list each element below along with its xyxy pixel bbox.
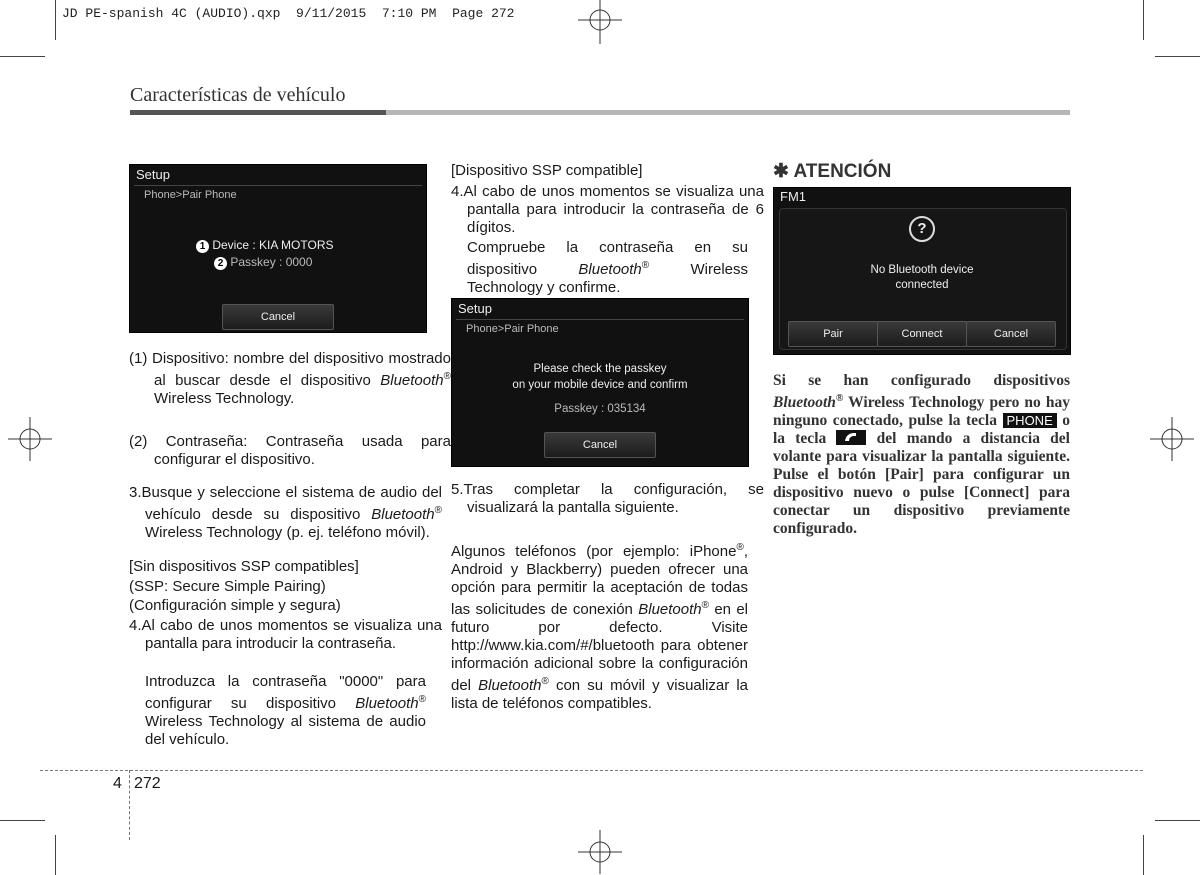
registered-mark: ® xyxy=(443,371,451,382)
crop-mark xyxy=(1143,0,1144,40)
attention-heading: ✱ ATENCIÓN xyxy=(773,161,892,182)
setup-screen-pair xyxy=(129,164,427,333)
ssp-definition: (SSP: Secure Simple Pairing) xyxy=(129,578,326,595)
brand-text: Bluetooth xyxy=(478,677,542,694)
step-number: 4. xyxy=(451,183,464,200)
registration-mark-icon xyxy=(578,0,622,44)
screen-divider xyxy=(134,185,422,186)
brand-text: Bluetooth xyxy=(638,601,702,618)
step-text: Busque y seleccione el sistema de audio del vehículo desde su dispositivo xyxy=(141,484,442,523)
phones-note xyxy=(451,539,748,713)
registration-mark-icon xyxy=(1150,417,1194,461)
passkey-line xyxy=(214,255,312,270)
title-rule-accent xyxy=(130,110,386,115)
crop-mark xyxy=(1155,820,1200,821)
item-text: Wireless Technology. xyxy=(154,390,295,407)
cancel-button[interactable]: Cancel xyxy=(544,432,656,458)
step-4-ssp xyxy=(451,183,764,237)
print-header: JD PE-spanish 4C (AUDIO).qxp 9/11/2015 7:10 PM Page 272 xyxy=(62,6,515,21)
crop-mark xyxy=(1143,835,1144,875)
page-number: 272 xyxy=(134,775,161,792)
brand-text: Bluetooth xyxy=(355,695,419,712)
brand-text: Bluetooth xyxy=(380,372,444,389)
registration-mark-icon xyxy=(578,830,622,874)
passkey-message-1: Please check the passkey xyxy=(533,363,667,375)
no-device-message-1: No Bluetooth device xyxy=(870,264,974,276)
item-passkey xyxy=(129,433,451,469)
note-text: en el futuro por defecto. Visite http://www.kia.com/#/bluetooth para obtener información adicional sobre la configuración del xyxy=(451,601,748,694)
step-number: 5. xyxy=(451,481,464,498)
attention-body: Wireless Technology pero no hay ninguno conectado, pulse la tecla xyxy=(773,394,1070,430)
marker-1: 1 xyxy=(196,240,209,253)
cancel-button[interactable]: Cancel xyxy=(222,304,334,330)
setup-screen-passkey xyxy=(451,298,749,467)
attention-text xyxy=(773,372,1070,538)
device-name: Device : KIA MOTORS xyxy=(212,238,334,252)
registered-mark: ® xyxy=(641,260,650,271)
step-text: Al cabo de unos momentos se visualiza una pantalla para introducir la contraseña. xyxy=(141,617,442,652)
chapter-number: 4 xyxy=(113,775,122,792)
passkey-message-2: on your mobile device and confirm xyxy=(512,379,688,391)
step-5 xyxy=(451,481,764,517)
crop-mark xyxy=(0,56,45,57)
call-key-icon xyxy=(836,430,866,445)
cancel-button[interactable]: Cancel xyxy=(966,321,1056,347)
step-4-detail xyxy=(129,673,426,749)
attention-body: Si se han configurado dispositivos xyxy=(773,372,1070,389)
brand-text: Bluetooth xyxy=(773,394,836,412)
passkey-value: Passkey : 0000 xyxy=(230,255,313,269)
step-text: Wireless Technology y confirme. xyxy=(467,261,748,296)
item-text: Contraseña: Contraseña usada para configurar el dispositivo. xyxy=(154,433,451,468)
step-text: Wireless Technology (p. ej. teléfono móvil). xyxy=(145,524,430,541)
note-text: , Android y Blackberry) pueden ofrecer una opción para permitir la aceptación de todas las solicitudes de conexión xyxy=(451,543,748,618)
no-ssp-heading: [Sin dispositivos SSP compatibles] xyxy=(129,558,359,575)
device-line xyxy=(196,238,334,253)
crop-mark xyxy=(1155,56,1200,57)
brand-text: Bluetooth xyxy=(371,506,435,523)
screen-title: Setup xyxy=(136,167,170,182)
connect-button[interactable]: Connect xyxy=(877,321,967,347)
item-device xyxy=(129,350,451,408)
step-text: Tras completar la configuración, se visualizará la pantalla siguiente. xyxy=(463,481,764,516)
registration-mark-icon xyxy=(8,417,52,461)
no-device-message-2: connected xyxy=(895,279,949,291)
registered-mark: ® xyxy=(541,676,549,687)
note-text: con su móvil y visualizar la lista de teléfonos compatibles. xyxy=(451,677,749,712)
screen-breadcrumb: Phone>Pair Phone xyxy=(466,323,559,335)
screen-title: FM1 xyxy=(780,189,806,204)
step-text: Compruebe la contraseña en su dispositivo xyxy=(467,239,748,278)
item-text: Dispositivo: nombre del dispositivo mostrado al buscar desde el dispositivo xyxy=(152,350,451,389)
pair-button[interactable]: Pair xyxy=(788,321,878,347)
step-text: Introduzca la contraseña "0000" para configurar su dispositivo xyxy=(145,673,426,712)
step-number: 3. xyxy=(129,484,142,501)
registered-mark: ® xyxy=(701,600,709,611)
step-4-no-ssp xyxy=(129,617,442,653)
ssp-heading: [Dispositivo SSP compatible] xyxy=(451,162,643,179)
crop-mark xyxy=(55,0,56,40)
attention-body: o la tecla xyxy=(773,412,1071,448)
brand-text: Bluetooth xyxy=(578,261,642,278)
section-title: Características de vehículo xyxy=(130,84,346,106)
registered-mark: ® xyxy=(835,393,844,404)
screen-breadcrumb: Phone>Pair Phone xyxy=(144,189,237,201)
step-4-ssp-detail xyxy=(451,239,748,297)
step-number: 4. xyxy=(129,617,142,634)
screen-divider xyxy=(456,319,744,320)
step-text: Al cabo de unos momentos se visualiza una pantalla para introducir la contraseña de 6 dígitos. xyxy=(463,183,764,236)
screen-title: Setup xyxy=(458,301,492,316)
step-text: Wireless Technology al sistema de audio del vehículo. xyxy=(145,713,426,748)
registered-mark: ® xyxy=(418,694,426,705)
passkey-value: Passkey : 035134 xyxy=(554,403,646,415)
marker-2: 2 xyxy=(214,257,227,270)
crop-mark xyxy=(55,835,56,875)
item-number: (2) xyxy=(129,433,148,450)
registered-mark: ® xyxy=(736,542,744,553)
fm1-screen xyxy=(773,187,1071,355)
ssp-spanish: (Configuración simple y segura) xyxy=(129,597,341,614)
step-3 xyxy=(129,484,442,542)
question-icon: ? xyxy=(909,216,935,242)
phone-key: PHONE xyxy=(1003,413,1057,428)
footer-separator xyxy=(129,770,130,840)
registered-mark: ® xyxy=(434,505,442,516)
crop-mark xyxy=(0,820,45,821)
footer-rule xyxy=(40,770,1143,771)
item-number: (1) xyxy=(129,350,148,367)
note-text: Algunos teléfonos (por ejemplo: iPhone xyxy=(451,543,737,560)
attention-body: del mando a distancia del volante para visualizar la pantalla siguiente. Pulse el botón [Pair] para configurar un dispositivo nuevo o pulse [Connect] para conectar un dispositivo previamente configurado. xyxy=(773,430,1070,538)
